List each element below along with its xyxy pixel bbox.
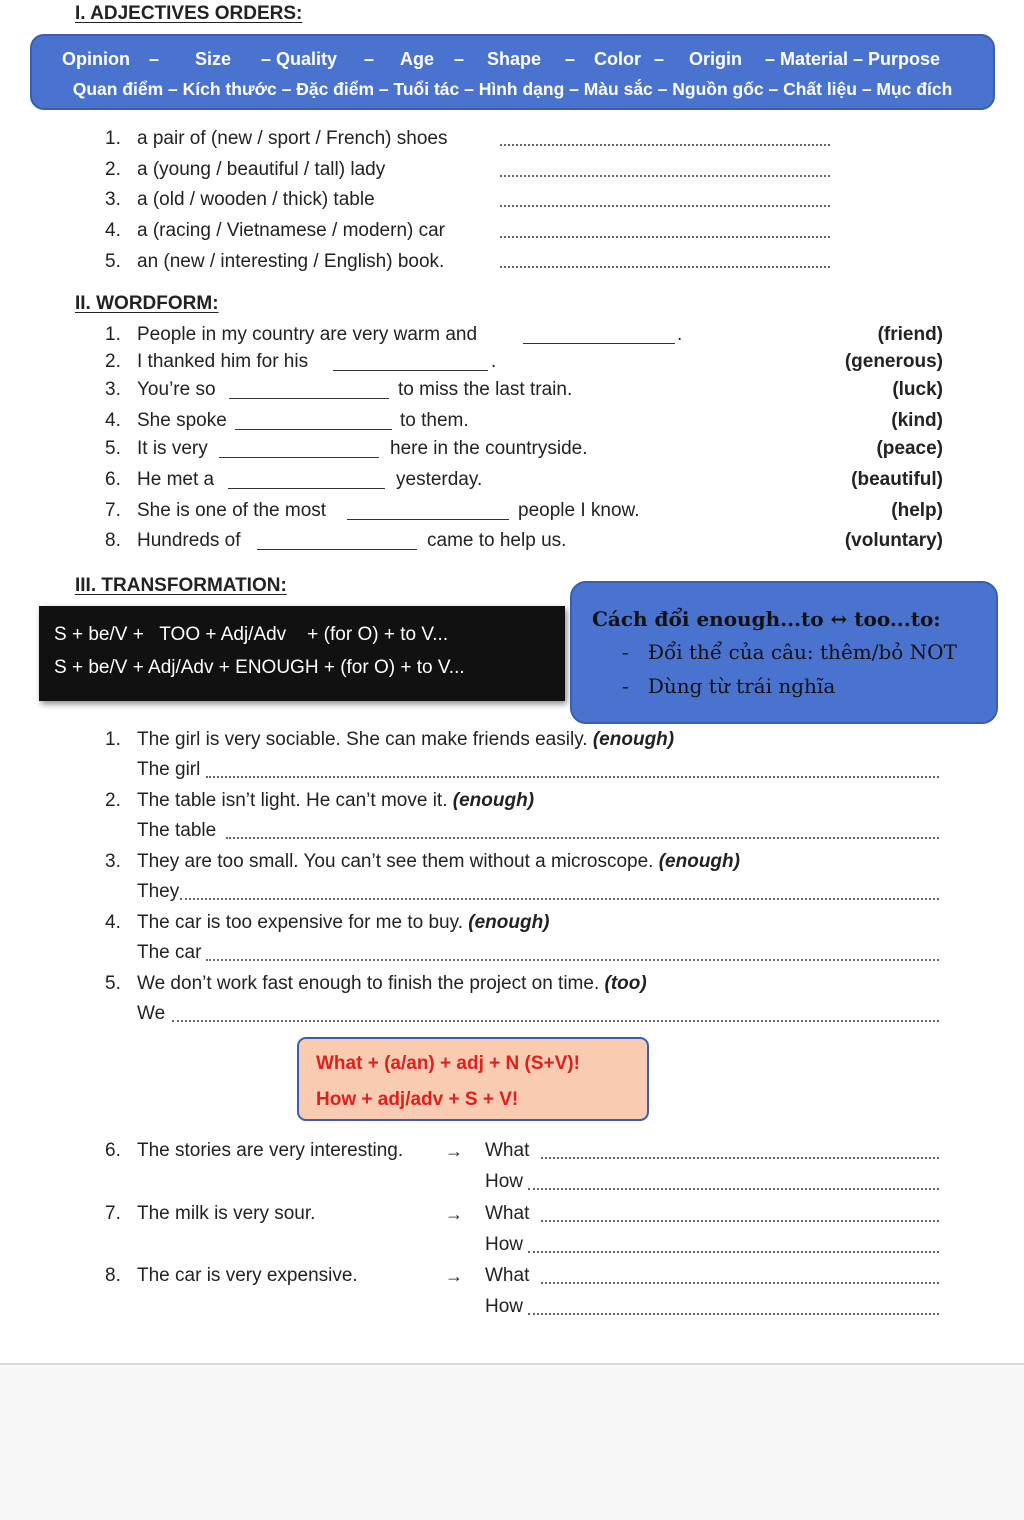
answer-line[interactable]	[500, 144, 830, 146]
answer-blank[interactable]	[219, 457, 379, 458]
adjective-order-box	[30, 34, 995, 110]
worksheet-page: I. ADJECTIVES ORDERS: Opinion – Size – Quality – Age – Shape – Color – Origin – Material – Purpose Quan điểm – Kích thước – Đặc điểm – Tuổi tác – Hình dạng – Màu sắc – Nguồn gốc – Chất liệu – Mục đích 1. a pair of (new / sport / French) shoes 2. a (young / beautiful / tall) lady 3. a (old / wooden / thick) table 4. a (racing / Vietnamese / modern) car 5. an (new / interesting / English) book. II. WORDFORM: 1. People in my country are very warm and . (friend) 2. I thanked him for his . (generous) 3. You’re so to miss the last train. (luck) 4. She spoke to them. (kind) 5. It is very here in the countryside. (peace) 6. He met a yesterday. (beautiful) 7. She is one of the most people I know. (help) 8. Hundreds of came to help us. (voluntary) III. TRANSFORMATION: S + be/V + TOO + Adj/Adv + (for O) + to V... S + be/V + Adj/Adv + ENOUGH + (for O) + to V... Cách đổi enough...to ↔ too...to: - Đổi thể của câu: thêm/bỏ NOT - Dùng từ trái nghĩa 1. The girl is very sociable. She can make friends easily. (enough) The girl 2. The table isn’t light. He can’t move it. (enough) The table 3. They are too small. You can’t see them without a microscope. (enough) They 4. The car is too expensive for me to buy. (enough) The car 5. We don’t work fast enough to finish the project on time. (too) We What + (a/an) + adj + N (S+V)! How + adj/adv + S + V! 6. The stories are very interesting. → What How 7. The milk is very sour. → What How 8. The car is very expensive. → What How	[0, 0, 1024, 1362]
answer-start: How	[485, 1234, 524, 1255]
answer-start: They	[137, 881, 180, 902]
order-age: Age	[400, 49, 435, 69]
order-dash: –	[149, 49, 160, 69]
hint-word: (peace)	[876, 438, 943, 459]
hint-word: (beautiful)	[851, 469, 943, 490]
answer-start: The girl	[137, 759, 201, 780]
answer-line[interactable]	[500, 266, 830, 268]
order-material-purpose: – Material – Purpose	[765, 49, 941, 69]
section3-heading: III. TRANSFORMATION:	[75, 575, 287, 596]
page-bottom-area	[0, 1363, 1024, 1520]
hint-word: (kind)	[891, 410, 943, 431]
hint-word: (friend)	[877, 324, 943, 345]
answer-line[interactable]	[528, 1188, 939, 1190]
answer-start: We	[137, 1003, 166, 1024]
answer-line[interactable]	[226, 837, 939, 839]
item-text: a (young / beautiful / tall) lady	[137, 159, 386, 180]
answer-blank[interactable]	[347, 519, 509, 520]
answer-line[interactable]	[541, 1157, 939, 1159]
hint-word: (help)	[891, 500, 943, 521]
order-quality: – Quality	[261, 49, 338, 69]
answer-line[interactable]	[206, 959, 939, 961]
answer-blank[interactable]	[257, 549, 417, 550]
answer-blank[interactable]	[229, 398, 389, 399]
tip-item: - Đổi thể của câu: thêm/bỏ NOT	[622, 640, 957, 664]
order-color: Color	[594, 49, 641, 69]
answer-line[interactable]	[541, 1220, 939, 1222]
hint-word: (luck)	[892, 379, 943, 400]
answer-line[interactable]	[206, 776, 939, 778]
answer-start: How	[485, 1296, 524, 1317]
too-formula: S + be/V + TOO + Adj/Adv + (for O) + to V...	[54, 624, 449, 645]
answer-line[interactable]	[500, 236, 830, 238]
answer-line[interactable]	[541, 1282, 939, 1284]
section2-heading: II. WORDFORM:	[75, 293, 219, 314]
answer-line[interactable]	[172, 1020, 939, 1022]
answer-blank[interactable]	[523, 343, 675, 344]
order-shape: Shape	[487, 49, 542, 69]
exclamation-formula-box	[297, 1037, 649, 1121]
order-size: Size	[195, 49, 232, 69]
item-text: a (old / wooden / thick) table	[137, 189, 375, 210]
order-vietnamese-row: Quan điểm – Kích thước – Đặc điểm – Tuổi tác – Hình dạng – Màu sắc – Nguồn gốc – Chất liệu – Mục đích	[72, 79, 953, 99]
conversion-tip-box	[570, 581, 998, 724]
order-origin: Origin	[689, 49, 742, 69]
order-english-row	[32, 49, 993, 73]
arrow-icon: →	[445, 1141, 463, 1161]
answer-line[interactable]	[500, 205, 830, 207]
answer-line[interactable]	[500, 175, 830, 177]
hint-word: (generous)	[844, 351, 943, 372]
order-dash: –	[654, 49, 665, 69]
answer-start: The table	[137, 820, 217, 841]
tip-title: Cách đổi enough...to ↔ too...to:	[592, 607, 941, 631]
what-formula: What + (a/an) + adj + N (S+V)!	[316, 1053, 580, 1074]
order-dash: –	[364, 49, 375, 69]
answer-line[interactable]	[180, 898, 939, 900]
arrow-icon: →	[445, 1266, 463, 1286]
answer-blank[interactable]	[228, 488, 385, 489]
order-opinion: Opinion	[62, 49, 130, 69]
answer-line[interactable]	[528, 1313, 939, 1315]
answer-start: How	[485, 1171, 524, 1192]
enough-formula: S + be/V + Adj/Adv + ENOUGH + (for O) + to V...	[54, 657, 465, 678]
item-text: a pair of (new / sport / French) shoes	[137, 128, 448, 149]
section1-heading: I. ADJECTIVES ORDERS:	[75, 3, 303, 24]
how-formula: How + adj/adv + S + V!	[316, 1089, 519, 1110]
arrow-icon: →	[445, 1204, 463, 1224]
item-text: a (racing / Vietnamese / modern) car	[137, 220, 446, 241]
too-enough-formula-box	[39, 606, 565, 701]
answer-line[interactable]	[528, 1251, 939, 1253]
order-dash: –	[565, 49, 576, 69]
hint-word: (voluntary)	[844, 530, 943, 551]
answer-blank[interactable]	[235, 429, 392, 430]
answer-start: The car	[137, 942, 202, 963]
order-dash: –	[454, 49, 465, 69]
item-text: an (new / interesting / English) book.	[137, 251, 445, 272]
answer-blank[interactable]	[333, 370, 488, 371]
tip-item: - Dùng từ trái nghĩa	[622, 674, 836, 698]
